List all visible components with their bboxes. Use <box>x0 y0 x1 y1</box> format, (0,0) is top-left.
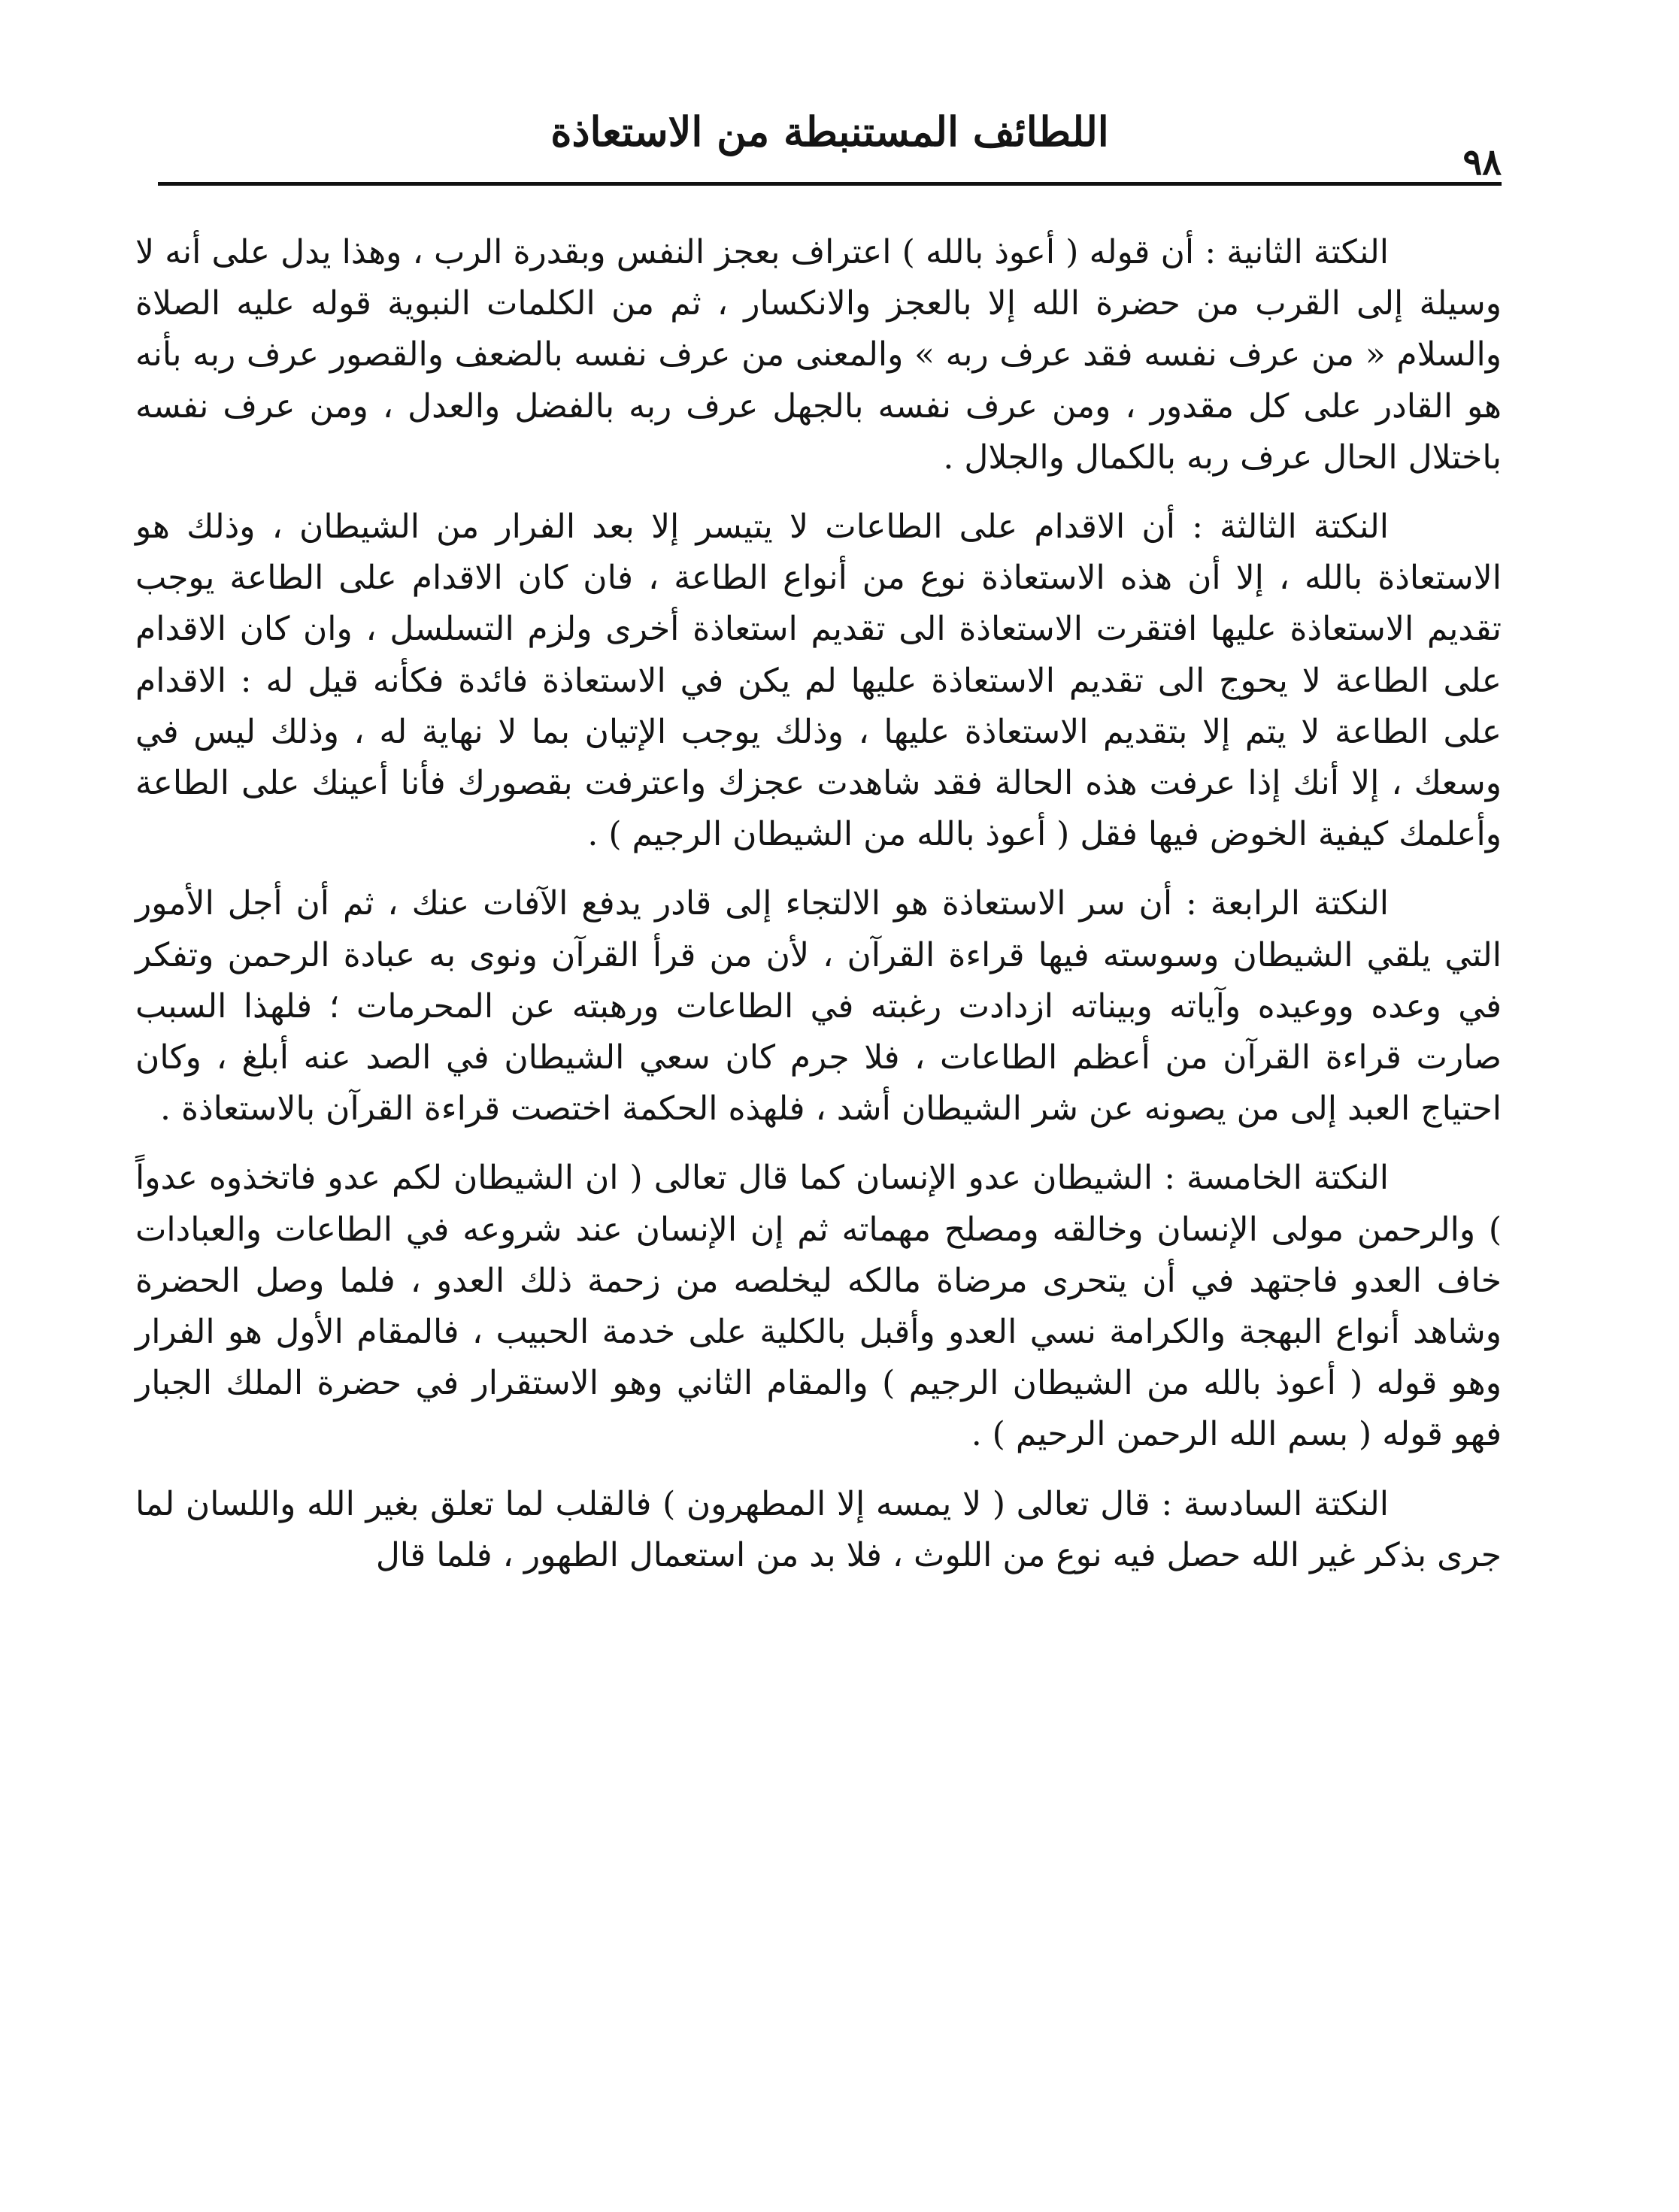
paragraph-sixth-point <box>135 1479 1502 1581</box>
paragraph-third-point <box>135 501 1502 860</box>
page-number: ٩٨ <box>1462 141 1502 183</box>
paragraph-text: أن قوله ( أعوذ بالله ) اعتراف بعجز النفس وبقدرة الرب ، وهذا يدل على أنه لا وسيلة إلى القرب من حضرة الله إلا بالعجز والانكسار ، ثم من الكلمات النبوية قوله عليه الصلاة والسلام « من عرف نفسه فقد عرف ربه » والمعنى من عرف نفسه بالضعف والقصور عرف ربه بأنه هو القادر على كل مقدور ، ومن عرف نفسه بالجهل عرف ربه بالفضل والعدل ، ومن عرف نفسه باختلال الحال عرف ربه بالكمال والجلال . <box>135 233 1502 477</box>
paragraph-text: الشيطان عدو الإنسان كما قال تعالى ( ان الشيطان لكم عدو فاتخذوه عدواً ) والرحمن مولى الإنسان وخالقه ومصلح مهماته ثم إن الإنسان عند شروعه في الطاعات والعبادات خاف العدو فاجتهد في أن يتحرى مرضاة مالكه ليخلصه من زحمة ذلك العدو ، فلما وصل الحضرة وشاهد أنواع البهجة والكرامة نسي العدو وأقبل بالكلية على خدمة الحبيب ، فالمقام الأول هو الفرار وهو قوله ( أعوذ بالله من الشيطان الرجيم ) والمقام الثاني وهو الاستقرار في حضرة الملك الجبار فهو قوله ( بسم الله الرحمن الرحيم ) . <box>135 1159 1502 1454</box>
paragraph-fourth-point <box>135 878 1502 1135</box>
paragraph-text: أن الاقدام على الطاعات لا يتيسر إلا بعد الفرار من الشيطان ، وذلك هو الاستعاذة بالله ، إلا أن هذه الاستعاذة نوع من أنواع الطاعة ، فان كان الاقدام على الطاعة يوجب تقديم الاستعاذة عليها افتقرت الاستعاذة الى تقديم استعاذة أخرى ولزم التسلسل ، وان كان الاقدام على الطاعة لا يحوج الى تقديم الاستعاذة عليها لم يكن في الاستعاذة فائدة فكأنه قيل له : الاقدام على الطاعة لا يتم إلا بتقديم الاستعاذة عليها ، وذلك يوجب الإتيان بما لا نهاية له ، وذلك ليس في وسعك ، إلا أنك إذا عرفت هذه الحالة فقد شاهدت عجزك واعترفت بقصورك فأنا أعينك على الطاعة وأعلمك كيفية الخوض فيها فقل ( أعوذ بالله من الشيطان الرجيم ) . <box>135 508 1502 854</box>
paragraph-text: قال تعالى ( لا يمسه إلا المطهرون ) فالقلب لما تعلق بغير الله واللسان لما جرى بذكر غير الله حصل فيه نوع من اللوث ، فلا بد من استعمال الطهور ، فلما قال <box>135 1484 1502 1574</box>
paragraph-fifth-point <box>135 1153 1502 1460</box>
paragraph-heading: النكتة الخامسة : <box>1164 1159 1389 1198</box>
paragraph-text: أن سر الاستعاذة هو الالتجاء إلى قادر يدفع الآفات عنك ، ثم أن أجل الأمور التي يلقي الشيطان وسوسته فيها قراءة القرآن ، لأن من قرأ القرآن ونوى به عبادة الرحمن وتفكر في وعده ووعيده وآياته وبيناته ازدادت رغبته في الطاعات ورهبته عن المحرمات ؛ فلهذا السبب صارت قراءة القرآن من أعظم الطاعات ، فلا جرم كان سعي الشيطان في الصد عنه أبلغ ، وكان احتياج العبد إلى من يصونه عن شر الشيطان أشد ، فلهذه الحكمة اختصت قراءة القرآن بالاستعاذة . <box>135 884 1502 1129</box>
body-text <box>135 227 1502 1581</box>
paragraph-heading: النكتة السادسة : <box>1161 1484 1389 1523</box>
header-rule <box>158 182 1502 186</box>
paragraph-heading: النكتة الثالثة : <box>1192 508 1389 547</box>
running-title: اللطائف المستنبطة من الاستعاذة <box>550 108 1109 156</box>
paragraph-heading: النكتة الثانية : <box>1205 233 1389 271</box>
paragraph-heading: النكتة الرابعة : <box>1186 884 1389 923</box>
paragraph-second-point <box>135 227 1502 483</box>
running-header <box>158 105 1502 188</box>
